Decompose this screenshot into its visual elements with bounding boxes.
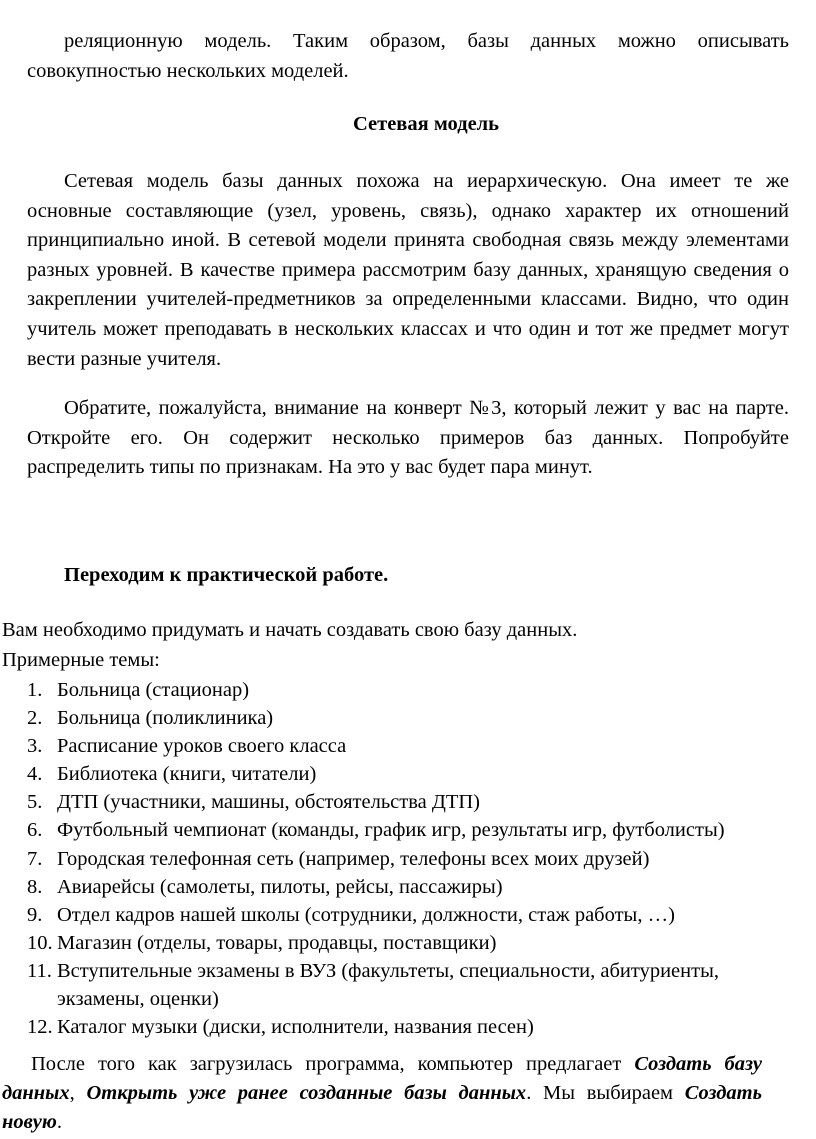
final-intro: После того как загрузилась программа, компьютер предлагает — [31, 1053, 635, 1075]
list-item-text: Авиарейсы (самолеты, пилоты, рейсы, пассажиры) — [57, 875, 503, 898]
topics-list — [27, 676, 725, 1042]
list-item-text: Городская телефонная сеть (например, телефоны всех моих друзей) — [57, 847, 650, 870]
list-item-text: Каталог музыки (диски, исполнители, названия песен) — [57, 1016, 534, 1039]
list-item — [27, 901, 725, 929]
list-item-number: 7. — [27, 847, 43, 870]
list-item-text: ДТП (участники, машины, обстоятельства ДТП) — [57, 791, 481, 814]
final-end: . — [56, 1111, 62, 1133]
topics-label: Примерные темы: — [2, 649, 160, 671]
list-item — [27, 732, 725, 760]
list-item-text: Вступительные экзамены в ВУЗ (факультеты, специальности, абитуриенты, — [57, 959, 719, 982]
task-text: Вам необходимо придумать и начать создавать свою базу данных. — [2, 619, 578, 641]
list-item-number: 8. — [27, 875, 43, 898]
list-item-number: 5. — [27, 791, 43, 814]
list-item-number: 2. — [27, 707, 43, 730]
continuation-paragraph: реляционную модель. Таким образом, базы данных можно описывать совокупностью нескольких моделей. — [27, 30, 789, 82]
network-model-paragraph: Сетевая модель базы данных похожа на иерархическую. Она имеет те же основные составляющие (узел, уровень, связь), однако характер их отношений принципиально иной. В сетевой модели принята свободная связь между элементами разных уровней. В качестве примера рассмотрим базу данных, хранящую сведения о закреплении учителей-предметников за определенными классами. Видно, что один учитель может преподавать в нескольких классах и что один и тот же предмет могут вести разные учителя. — [27, 170, 789, 370]
list-item — [27, 929, 725, 957]
list-item-number: 1. — [27, 679, 43, 701]
list-item — [27, 676, 725, 704]
list-item-number: 6. — [27, 819, 43, 842]
list-item — [27, 788, 725, 816]
option-open-database: Открыть уже ранее созданные базы данных — [86, 1082, 527, 1104]
list-item-number: 3. — [27, 735, 43, 758]
practice-heading: Переходим к практической работе. — [64, 564, 389, 586]
list-item-text: Отдел кадров нашей школы (сотрудники, должности, стаж работы, …) — [57, 903, 675, 926]
list-item-number: 10. — [27, 931, 53, 954]
list-item-text: Больница (поликлиника) — [57, 707, 274, 730]
final-choice: . Мы выбираем — [526, 1082, 685, 1104]
list-item — [27, 957, 725, 985]
option-create-database: Создать базу данных — [2, 1053, 762, 1104]
list-item — [27, 873, 725, 901]
option-create-new: Создать новую — [2, 1082, 762, 1133]
list-item-text: Библиотека (книги, читатели) — [57, 763, 317, 786]
final-separator: , — [69, 1082, 87, 1104]
list-item-text: Расписание уроков своего класса — [57, 735, 347, 758]
list-item-number: 4. — [27, 763, 43, 786]
envelope-paragraph: Обратите, пожалуйста, внимание на конверт №3, который лежит у вас на парте. Откройте его. Он содержит несколько примеров баз данных. Попробуйте распределить типы по признакам. На это у вас будет пара минут. — [27, 397, 789, 479]
list-item-number: 11. — [27, 959, 52, 982]
list-item — [27, 704, 725, 732]
list-item-text: Футбольный чемпионат (команды, график игр, результаты игр, футболисты) — [57, 819, 725, 842]
list-item-number: 9. — [27, 903, 43, 926]
list-item-continuation: экзамены, оценки) — [57, 988, 219, 1011]
network-model-heading: Сетевая модель — [352, 113, 500, 135]
final-paragraph — [2, 1050, 762, 1137]
list-item-text: Магазин (отделы, товары, продавцы, поставщики) — [57, 931, 497, 954]
list-item — [27, 845, 725, 873]
list-item — [27, 816, 725, 844]
list-item-text: Больница (стационар) — [57, 679, 250, 701]
list-item — [27, 1013, 725, 1041]
list-item — [27, 760, 725, 788]
list-item-number: 12. — [27, 1016, 53, 1039]
